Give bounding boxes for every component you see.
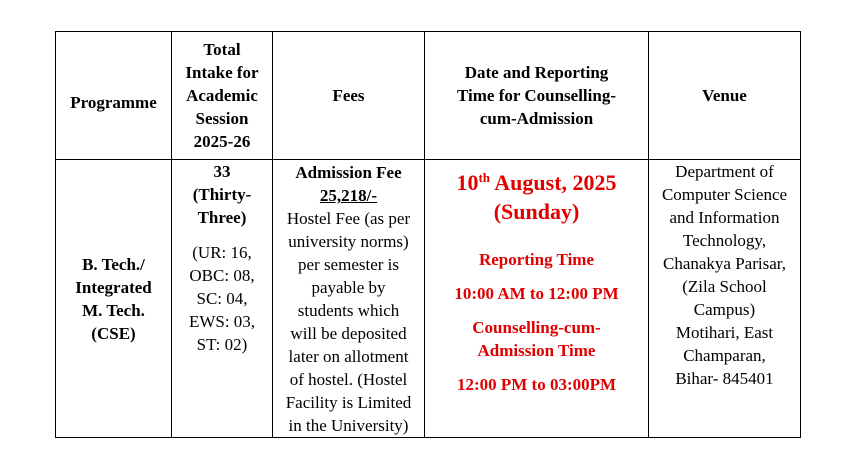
intake-breakdown-line: EWS: 03, [188,312,256,331]
intake-count: 33 [213,162,231,181]
programme-cell [56,160,172,438]
intake-words: Three) [197,208,247,227]
header-intake-line: Intake for [185,63,259,82]
header-fees [273,32,425,160]
hostel-line: will be deposited [290,324,407,343]
header-fees-text: Fees [332,86,365,105]
reporting-label: Reporting Time [478,250,595,269]
intake-breakdown-line: (UR: 16, [192,243,252,262]
hostel-line: later on allotment [288,347,409,366]
header-programme-text: Programme [70,93,157,112]
venue-line: Campus) [693,300,756,319]
table-header-row [56,32,801,160]
counselling-date [427,168,646,197]
header-intake-line: Academic [186,86,258,105]
venue-line: Motihari, East [675,323,774,342]
header-venue [649,32,801,160]
fees-amount: 25,218/- [319,186,378,205]
header-date-line: Time for Counselling- [457,86,616,105]
hostel-line: students which [297,301,400,320]
intake-cell [172,160,273,438]
header-intake [172,32,273,160]
hostel-line: payable by [311,278,386,297]
intake-breakdown-line: ST: 02) [196,335,248,354]
counselling-weekday: (Sunday) [493,199,580,224]
intake-breakdown [174,241,270,356]
reporting-time: 10:00 AM to 12:00 PM [454,284,619,303]
programme-line: Integrated [75,277,152,297]
header-date-line: Date and Reporting [464,63,609,82]
counselling-time: 12:00 PM to 03:00PM [456,375,617,394]
venue-cell [649,160,801,438]
header-date [425,32,649,160]
hostel-line: Facility is Limited [285,393,412,412]
admission-schedule-table [55,31,801,438]
intake-breakdown-line: SC: 04, [196,289,248,308]
header-date-line: cum-Admission [479,109,594,128]
programme-line: M. Tech. [82,300,145,320]
fees-amount-line [275,184,422,207]
header-intake-line: Session [195,109,249,128]
hostel-line: Hostel Fee (as per [286,209,411,228]
venue-line: and Information [669,208,780,227]
venue-line: Department of [675,162,774,181]
hostel-line: university norms) [288,232,409,251]
venue-line: Champaran, [683,346,766,365]
header-intake-line: 2025-26 [193,132,251,151]
header-programme [56,32,172,160]
venue-line: Computer Science [661,185,788,204]
hostel-line: in the University) [288,416,409,435]
venue-line: Technology, [682,231,767,250]
table-row [56,160,801,438]
intake-words: (Thirty- [192,185,252,204]
programme-line: (CSE) [91,323,136,343]
venue-line: Bihar- 845401 [675,369,774,388]
venue-line: (Zila School [682,277,767,296]
fees-cell [273,160,425,438]
intake-breakdown-line: OBC: 08, [189,266,255,285]
date-cell [425,160,649,438]
header-venue-text: Venue [702,86,747,105]
programme-line: B. Tech./ [82,254,145,274]
fees-title: Admission Fee [295,163,402,182]
hostel-line: per semester is [297,255,400,274]
hostel-line: of hostel. (Hostel [289,370,408,389]
header-intake-line: Total [203,40,241,59]
counselling-label: Admission Time [477,341,596,360]
date-month-year: August, 2025 [490,170,617,195]
counselling-label: Counselling-cum- [472,318,601,337]
date-day: 10 [456,170,479,195]
date-suffix: th [478,170,490,185]
venue-line: Chanakya Parisar, [662,254,786,273]
